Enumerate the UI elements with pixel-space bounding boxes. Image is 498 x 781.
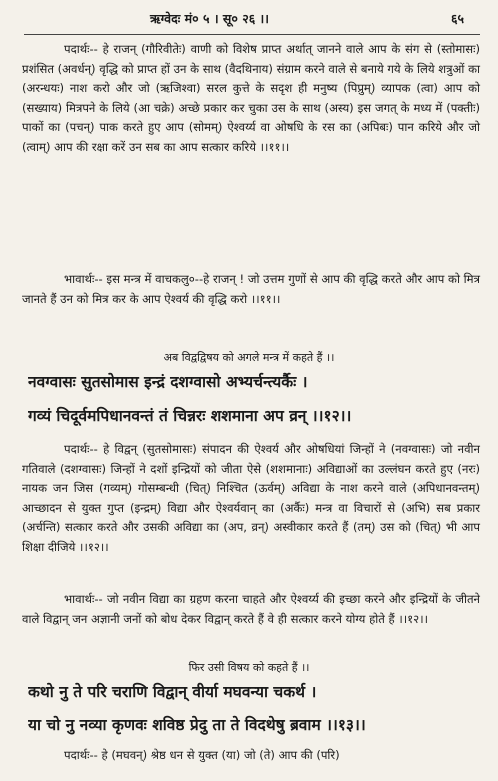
padartha-11 [22, 40, 480, 158]
section-intro-13: फिर उसी विषय को कहते हैं ।। [188, 661, 310, 674]
padartha-12 [22, 440, 480, 558]
page-header [0, 8, 498, 28]
padartha-12-text: पदार्थः-- हे विद्वन् (सुतसोमासः) संपादन की ऐश्वर्य और ओषधियां जिन्हों ने (नवग्वासः) जो नवीन गतिवाले (दशग्वासः) जिन्हों ने दशों इन्द्रियों को जीता ऐसे (शशमानाः) अविद्याओं का उल्लंघन करते हुए (नरः) नायक जन जिस (गव्यम्) गोसम्बन्धी (चित्) निश्चित (ऊर्वम्) अविद्या के नाश करने वाले (अपिधानवन्तम्) आच्छादन से युक्त गुप्त (इन्द्रम्) विद्या और ऐश्वर्यवान् का (अर्कैः) मन्त्र वा विचारों से (अभि) सब प्रकार (अर्चन्ति) सत्कार करते और उसकी अविद्या का (अप, व्रन्) अस्वीकार करते हैं (तम्) उस को (चित्) भी आप शिक्षा दीजिये ।।१२।। [22, 442, 480, 554]
page-number: ६५ [450, 11, 464, 26]
padartha-11-text: पदार्थः-- हे राजन् (गौरिवीतेः) वाणी को विशेष प्राप्त अर्थात् जानने वाले आप के संग से (स्तोमासः) प्रशंसित (अवर्धन्) वृद्धि को प्राप्त हों उन के साथ (वैदथिनाय) संग्राम करने वाले से बनाये गये के लिये शत्रुओं का (अरन्धयः) नाश करो और जो (ऋजिश्वा) सरल कुत्ते के सदृश ही मनुष्य (पिप्रुम्) व्यापक (त्वा) आप को (सख्याय) मित्रपने के लिये (आ चक्रे) अच्छे प्रकार कर चुका उस के साथ (अस्य) इस जगत् के मध्य में (पक्तीः) पाकों का (पचन्) पाक करते हुए आप (सोमम्) ऐश्वर्य्य वा ओषधि के रस का (अपिबः) पान करिये और जो (त्वाम्) आप की रक्षा करें उन सब का आप सत्कार करिये ।।११।। [22, 42, 480, 154]
bhavartha-12 [22, 590, 480, 629]
header-rule [24, 34, 480, 35]
running-title: ऋग्वेदः मं० ५ । सू० २६ ।। [150, 11, 270, 26]
padartha-13-text: पदार्थः-- हे (मघवन्) श्रेष्ठ धन से युक्त (या) जो (ते) आप की (परि) [64, 748, 340, 762]
mantra-13-line-2: या चो नु नव्या कृणवः शविष्ठ प्रेदु ता ते विदथेषु ब्रवाम ।।१३।। [28, 715, 366, 734]
bhavartha-12-text: भावार्थः-- जो नवीन विद्या का ग्रहण करना चाहते और ऐश्वर्य्य की इच्छा करने और इन्द्रियों के जीतने वाले विद्वान् जन अज्ञानी जनों को बोध देकर विद्वान् करते हैं वे ही सत्कार करने योग्य होते हैं ।।१२।। [22, 592, 480, 626]
bhavartha-11-text: भावार्थः-- इस मन्त्र में वाचकलु०--हे राजन् ! जो उत्तम गुणों से आप की वृद्धि करते और आप को मित्र जानते हैं उन को मित्र कर के आप ऐश्वर्य की वृद्धि करो ।।११।। [22, 272, 480, 306]
mantra-12-line-2: गव्यं चिदूर्वमपिधानवन्तं तं चिन्नरः शशमाना अप व्रन् ।।१२।। [28, 406, 352, 425]
section-intro-12: अब विद्वद्विषय को अगले मन्त्र में कहते हैं ।। [163, 351, 335, 364]
mantra-13-line-1: कथो नु ते परि चराणि विद्वान् वीर्या मघवन्या चकर्थ । [28, 682, 317, 701]
mantra-12-line-1: नवग्वासः सुतसोमास इन्द्रं दशग्वासो अभ्यर्चन्त्यर्कैः । [28, 372, 308, 391]
bhavartha-11 [22, 270, 480, 309]
padartha-13 [22, 746, 480, 766]
